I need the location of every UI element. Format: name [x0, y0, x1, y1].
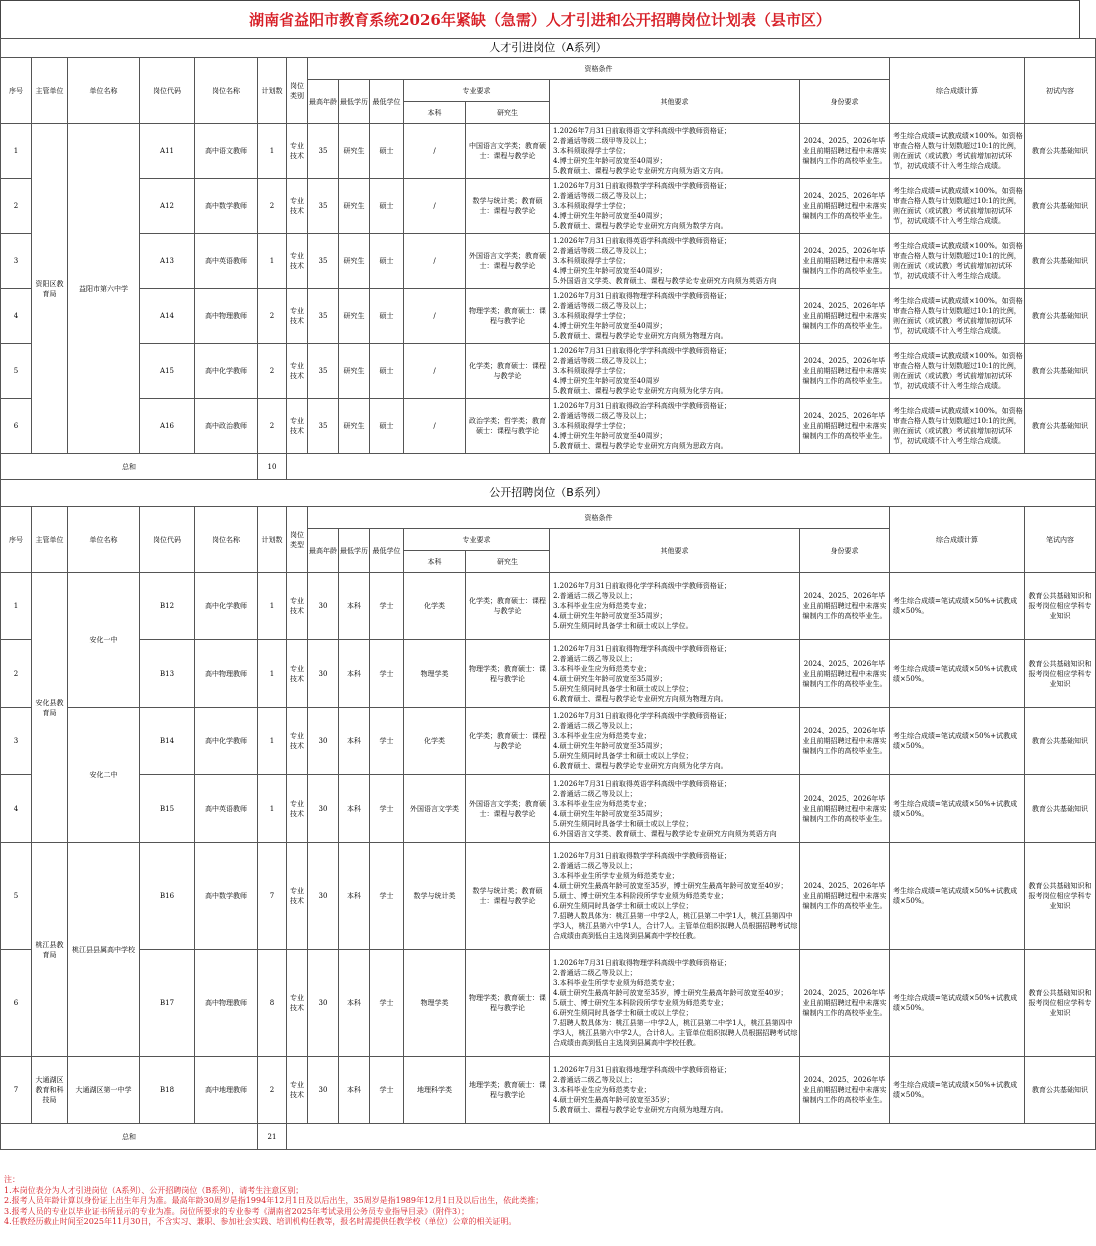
header-other: 其他要求 — [550, 80, 800, 124]
row-max-age: 35 — [308, 399, 339, 454]
row-undergrad-major: 物理学类 — [404, 950, 466, 1057]
row-min-degree: 硕士 — [370, 289, 404, 344]
row-post-name: 高中政治教师 — [195, 399, 258, 454]
row-min-edu: 本科 — [339, 640, 370, 708]
row-max-age: 30 — [308, 950, 339, 1057]
header-identity: 身份要求 — [800, 529, 890, 573]
row-post-name: 高中化学教师 — [195, 573, 258, 640]
dept-cell: 大通湖区教育和科技局 — [32, 1057, 68, 1124]
row-exam-content: 教育公共基础知识和报考岗位相应学科专业知识 — [1025, 573, 1096, 640]
total-label: 总和 — [1, 1124, 258, 1150]
row-exam-content: 教育公共基础知识和报考岗位相应学科专业知识 — [1025, 640, 1096, 708]
header-code: 岗位代码 — [140, 507, 195, 573]
row-post-name: 高中英语教师 — [195, 234, 258, 289]
row-post-code: B13 — [140, 640, 195, 708]
note-line: 1.本岗位表分为人才引进岗位（A系列）、公开招聘岗位（B系列），请考生注意区别； — [4, 1185, 304, 1195]
row-plan-count: 1 — [258, 775, 287, 843]
header-score: 综合成绩计算 — [890, 507, 1025, 573]
row-score-method: 考生综合成绩=笔试成绩×50%+试教成绩×50%。 — [890, 843, 1025, 950]
row-plan-count: 7 — [258, 843, 287, 950]
row-graduate-major: 外国语言文学类；教育硕士：课程与教学论 — [466, 775, 550, 843]
note-line: 注： — [4, 1175, 20, 1184]
row-score-method: 考生综合成绩=笔试成绩×50%+试教成绩×50%。 — [890, 640, 1025, 708]
header-score: 综合成绩计算 — [890, 58, 1025, 124]
row-exam-content: 教育公共基础知识 — [1025, 234, 1096, 289]
row-min-degree: 硕士 — [370, 124, 404, 179]
unit-cell: 安化一中 — [68, 573, 140, 708]
row-post-name: 高中化学教师 — [195, 708, 258, 775]
row-post-name: 高中数学教师 — [195, 843, 258, 950]
row-min-degree: 学士 — [370, 640, 404, 708]
row-seq: 1 — [1, 124, 32, 179]
row-other-requirements: 1.2026年7月31日前取得物理学科高级中学教师资格证； 2.普通话等级二级乙等及以上； 3.本科须取得学士学位； 4.博士研究生年龄可放宽至40周岁； 5.教育硕士、课程与教学论专业研究方向须为物理方向。 — [550, 289, 800, 344]
row-exam-content: 教育公共基础知识 — [1025, 179, 1096, 234]
row-other-requirements: 1.2026年7月31日前取得物理学科高级中学教师资格证； 2.普通话二级乙等及以上； 3.本科毕业生应为师范类专业； 4.硕士研究生年龄可放宽至35周岁； 5.研究生须同时具备学士和硕士或以上学位； 6.教育硕士、课程与教学论专业研究方向须为物理方向。 — [550, 640, 800, 708]
row-min-edu: 研究生 — [339, 124, 370, 179]
unit-cell: 安化二中 — [68, 708, 140, 843]
row-undergrad-major: 化学类 — [404, 573, 466, 640]
row-exam-content: 教育公共基础知识 — [1025, 344, 1096, 399]
row-graduate-major: 化学类；教育硕士：课程与教学论 — [466, 708, 550, 775]
row-plan-count: 2 — [258, 1057, 287, 1124]
header-dept: 主管单位 — [32, 507, 68, 573]
row-undergrad-major: / — [404, 344, 466, 399]
header-graduate: 研究生 — [466, 102, 550, 124]
row-post-code: B15 — [140, 775, 195, 843]
header-count: 计划数 — [258, 507, 287, 573]
header-undergrad: 本科 — [404, 551, 466, 573]
header-qualifications: 资格条件 — [308, 58, 890, 80]
notes — [0, 1175, 1080, 1228]
row-plan-count: 2 — [258, 344, 287, 399]
header-qualifications: 资格条件 — [308, 507, 890, 529]
row-score-method: 考生综合成绩=笔试成绩×50%+试教成绩×50%。 — [890, 950, 1025, 1057]
header-unit: 单位名称 — [68, 58, 140, 124]
row-category: 专业技术 — [287, 708, 308, 775]
dept-cell: 资阳区教育局 — [32, 124, 68, 454]
row-min-degree: 硕士 — [370, 344, 404, 399]
header-degree: 最低学位 — [370, 529, 404, 573]
row-exam-content: 教育公共基础知识和报考岗位相应学科专业知识 — [1025, 843, 1096, 950]
row-seq: 2 — [1, 640, 32, 708]
total-blank — [287, 454, 1096, 480]
row-other-requirements: 1.2026年7月31日前取得数学学科高级中学教师资格证； 2.普通话等级二级乙等及以上； 3.本科须取得学士学位； 4.博士研究生年龄可放宽至40周岁； 5.教育硕士、课程与教学论专业研究方向须为数学方向。 — [550, 179, 800, 234]
row-max-age: 30 — [308, 1057, 339, 1124]
row-identity: 2024、2025、2026年毕业且前期招聘过程中未落实编制内工作的高校毕业生。 — [800, 640, 890, 708]
row-score-method: 考生综合成绩=试教成绩×100%。如资格审查合格人数与计划数超过10:1的比例，则在面试（或试教）考试前增加初试环节，初试成绩不计入考生综合成绩。 — [890, 179, 1025, 234]
recruitment-table — [0, 38, 1096, 1150]
row-graduate-major: 物理学类；教育硕士：课程与教学论 — [466, 640, 550, 708]
row-identity: 2024、2025、2026年毕业且前期招聘过程中未落实编制内工作的高校毕业生。 — [800, 843, 890, 950]
row-post-code: B17 — [140, 950, 195, 1057]
row-score-method: 考生综合成绩=笔试成绩×50%+试教成绩×50%。 — [890, 1057, 1025, 1124]
row-category: 专业技术 — [287, 234, 308, 289]
header-category: 岗位类型 — [287, 507, 308, 573]
row-identity: 2024、2025、2026年毕业且前期招聘过程中未落实编制内工作的高校毕业生。 — [800, 573, 890, 640]
header-code: 岗位代码 — [140, 58, 195, 124]
total-count: 21 — [258, 1124, 287, 1150]
row-max-age: 30 — [308, 573, 339, 640]
row-min-edu: 本科 — [339, 843, 370, 950]
header-count: 计划数 — [258, 58, 287, 124]
row-exam-content: 教育公共基础知识 — [1025, 1057, 1096, 1124]
row-graduate-major: 化学类；教育硕士：课程与教学论 — [466, 573, 550, 640]
row-graduate-major: 数学与统计类；教育硕士：课程与教学论 — [466, 843, 550, 950]
header-other: 其他要求 — [550, 529, 800, 573]
row-plan-count: 1 — [258, 234, 287, 289]
row-exam-content: 教育公共基础知识 — [1025, 289, 1096, 344]
row-undergrad-major: / — [404, 179, 466, 234]
row-max-age: 35 — [308, 344, 339, 399]
row-max-age: 35 — [308, 124, 339, 179]
row-min-degree: 硕士 — [370, 234, 404, 289]
row-seq: 5 — [1, 344, 32, 399]
row-graduate-major: 中国语言文学类；教育硕士：课程与教学论 — [466, 124, 550, 179]
row-undergrad-major: 化学类 — [404, 708, 466, 775]
row-post-code: B18 — [140, 1057, 195, 1124]
row-post-name: 高中语文教师 — [195, 124, 258, 179]
header-exam-content: 笔试内容 — [1025, 507, 1096, 573]
row-min-edu: 本科 — [339, 950, 370, 1057]
row-exam-content: 教育公共基础知识 — [1025, 708, 1096, 775]
row-max-age: 35 — [308, 289, 339, 344]
header-unit: 单位名称 — [68, 507, 140, 573]
row-score-method: 考生综合成绩=试教成绩×100%。如资格审查合格人数与计划数超过10:1的比例，则在面试（或试教）考试前增加初试环节，初试成绩不计入考生综合成绩。 — [890, 234, 1025, 289]
row-graduate-major: 化学类；教育硕士：课程与教学论 — [466, 344, 550, 399]
row-undergrad-major: 地理科学类 — [404, 1057, 466, 1124]
row-identity: 2024、2025、2026年毕业且前期招聘过程中未落实编制内工作的高校毕业生。 — [800, 344, 890, 399]
row-score-method: 考生综合成绩=试教成绩×100%。如资格审查合格人数与计划数超过10:1的比例，则在面试（或试教）考试前增加初试环节，初试成绩不计入考生综合成绩。 — [890, 344, 1025, 399]
row-max-age: 35 — [308, 179, 339, 234]
row-other-requirements: 1.2026年7月31日前取得地理学科高级中学教师资格证； 2.普通话二级乙等及以上； 3.本科毕业生应为师范类专业； 4.硕士研究生最高年龄可放宽至35岁； 5.教育硕士、课程与教学论专业研究方向须为地理方向。 — [550, 1057, 800, 1124]
row-post-code: A16 — [140, 399, 195, 454]
row-min-degree: 学士 — [370, 1057, 404, 1124]
row-max-age: 30 — [308, 708, 339, 775]
row-category: 专业技术 — [287, 950, 308, 1057]
row-max-age: 30 — [308, 640, 339, 708]
row-min-degree: 学士 — [370, 843, 404, 950]
row-identity: 2024、2025、2026年毕业且前期招聘过程中未落实编制内工作的高校毕业生。 — [800, 179, 890, 234]
row-score-method: 考生综合成绩=试教成绩×100%。如资格审查合格人数与计划数超过10:1的比例，则在面试（或试教）考试前增加初试环节，初试成绩不计入考生综合成绩。 — [890, 289, 1025, 344]
row-post-name: 高中化学教师 — [195, 344, 258, 399]
row-identity: 2024、2025、2026年毕业且前期招聘过程中未落实编制内工作的高校毕业生。 — [800, 775, 890, 843]
header-major: 专业要求 — [404, 80, 550, 102]
total-count: 10 — [258, 454, 287, 480]
row-exam-content: 教育公共基础知识和报考岗位相应学科专业知识 — [1025, 950, 1096, 1057]
row-undergrad-major: 外国语言文学类 — [404, 775, 466, 843]
row-other-requirements: 1.2026年7月31日前取得化学学科高级中学教师资格证； 2.普通话二级乙等及以上； 3.本科毕业生应为师范类专业； 4.硕士研究生年龄可放宽至35周岁； 5.研究生须同时具备学士和硕士或以上学位。 — [550, 573, 800, 640]
row-category: 专业技术 — [287, 399, 308, 454]
row-exam-content: 教育公共基础知识 — [1025, 124, 1096, 179]
row-max-age: 30 — [308, 775, 339, 843]
row-identity: 2024、2025、2026年毕业且前期招聘过程中未落实编制内工作的高校毕业生。 — [800, 399, 890, 454]
header-post: 岗位名称 — [195, 58, 258, 124]
note-line: 4.任教经历截止时间至2025年11月30日，不含实习、兼职、参加社会实践、培训机构任教等，报名时需提供任教学校（单位）公章的相关证明。 — [4, 1217, 517, 1226]
row-min-edu: 研究生 — [339, 399, 370, 454]
row-post-code: B16 — [140, 843, 195, 950]
row-post-name: 高中物理教师 — [195, 640, 258, 708]
row-undergrad-major: 物理学类 — [404, 640, 466, 708]
row-seq: 6 — [1, 950, 32, 1057]
row-plan-count: 1 — [258, 573, 287, 640]
row-score-method: 考生综合成绩=试教成绩×100%。如资格审查合格人数与计划数超过10:1的比例，则在面试（或试教）考试前增加初试环节，初试成绩不计入考生综合成绩。 — [890, 399, 1025, 454]
page-title: 湖南省益阳市教育系统2026年紧缺（急需）人才引进和公开招聘岗位计划表（县市区） — [0, 0, 1080, 38]
note-line: 3.报考人员的专业以毕业证书所显示的专业为准。岗位所要求的专业参考《湖南省2025年考试录用公务员专业指导目录》（附件3）； — [4, 1206, 470, 1216]
row-other-requirements: 1.2026年7月31日前取得化学学科高级中学教师资格证； 2.普通话等级二级乙等及以上； 3.本科须取得学士学位； 4.博士研究生年龄可放宽至40周岁 5.教育硕士、课程与教学论专业研究方向须为化学方向。 — [550, 344, 800, 399]
row-category: 专业技术 — [287, 1057, 308, 1124]
row-seq: 6 — [1, 399, 32, 454]
row-identity: 2024、2025、2026年毕业且前期招聘过程中未落实编制内工作的高校毕业生。 — [800, 708, 890, 775]
header-age: 最高年龄 — [308, 80, 339, 124]
total-label: 总和 — [1, 454, 258, 480]
unit-cell: 桃江县县属高中学校 — [68, 843, 140, 1057]
row-post-name: 高中英语教师 — [195, 775, 258, 843]
row-seq: 5 — [1, 843, 32, 950]
section-title-a: 人才引进岗位（A系列） — [1, 39, 1096, 58]
row-undergrad-major: / — [404, 124, 466, 179]
row-other-requirements: 1.2026年7月31日前取得语文学科高级中学教师资格证； 2.普通话等级二级甲等及以上； 3.本科须取得学士学位； 4.博士研究生年龄可放宽至40周岁； 5.教育硕士、课程与教学论专业研究方向须为语文方向。 — [550, 124, 800, 179]
row-post-code: A13 — [140, 234, 195, 289]
unit-cell: 大通湖区第一中学 — [68, 1057, 140, 1124]
row-category: 专业技术 — [287, 843, 308, 950]
row-graduate-major: 外国语言文学类；教育硕士：课程与教学论 — [466, 234, 550, 289]
row-post-code: B12 — [140, 573, 195, 640]
row-exam-content: 教育公共基础知识 — [1025, 399, 1096, 454]
header-major: 专业要求 — [404, 529, 550, 551]
header-post: 岗位名称 — [195, 507, 258, 573]
row-score-method: 考生综合成绩=试教成绩×100%。如资格审查合格人数与计划数超过10:1的比例，则在面试（或试教）考试前增加初试环节，初试成绩不计入考生综合成绩。 — [890, 124, 1025, 179]
row-category: 专业技术 — [287, 775, 308, 843]
row-plan-count: 1 — [258, 640, 287, 708]
row-other-requirements: 1.2026年7月31日前取得政治学科高级中学教师资格证； 2.普通话等级二级乙等及以上； 3.本科须取得学士学位； 4.博士研究生年龄可放宽至40周岁； 5.教育硕士、课程与教学论专业研究方向须为思政方向。 — [550, 399, 800, 454]
row-score-method: 考生综合成绩=笔试成绩×50%+试教成绩×50%。 — [890, 708, 1025, 775]
row-plan-count: 2 — [258, 179, 287, 234]
row-min-degree: 学士 — [370, 950, 404, 1057]
row-post-name: 高中物理教师 — [195, 289, 258, 344]
row-min-edu: 研究生 — [339, 179, 370, 234]
row-min-degree: 学士 — [370, 573, 404, 640]
row-min-edu: 研究生 — [339, 344, 370, 399]
row-score-method: 考生综合成绩=笔试成绩×50%+试教成绩×50%。 — [890, 775, 1025, 843]
row-other-requirements: 1.2026年7月31日前取得英语学科高级中学教师资格证； 2.普通话二级乙等及以上； 3.本科毕业生应为师范类专业； 4.硕士研究生年龄可放宽至35周岁； 5.研究生须同时具备学士和硕士或以上学位； 6.外国语言文学类、教育硕士、课程与教学论专业研究方向须为英语方向 — [550, 775, 800, 843]
dept-cell: 安化县教育局 — [32, 573, 68, 843]
row-identity: 2024、2025、2026年毕业且前期招聘过程中未落实编制内工作的高校毕业生。 — [800, 234, 890, 289]
row-min-edu: 本科 — [339, 1057, 370, 1124]
row-graduate-major: 物理学类；教育硕士：课程与教学论 — [466, 950, 550, 1057]
row-category: 专业技术 — [287, 640, 308, 708]
header-undergrad: 本科 — [404, 102, 466, 124]
row-seq: 3 — [1, 708, 32, 775]
row-other-requirements: 1.2026年7月31日前取得化学学科高级中学教师资格证； 2.普通话二级乙等及以上； 3.本科毕业生应为师范类专业； 4.硕士研究生年龄可放宽至35周岁； 5.研究生须同时具备学士和硕士或以上学位； 6.教育硕士、课程与教学论专业研究方向须为化学方向。 — [550, 708, 800, 775]
row-post-code: A11 — [140, 124, 195, 179]
row-plan-count: 2 — [258, 289, 287, 344]
note-line: 2.报考人员年龄计算以身份证上出生年月为准。最高年龄30周岁是指1994年12月1日及以后出生，35周岁是指1989年12月1日及以后出生，依此类推； — [4, 1196, 544, 1205]
row-identity: 2024、2025、2026年毕业且前期招聘过程中未落实编制内工作的高校毕业生。 — [800, 950, 890, 1057]
row-post-name: 高中物理教师 — [195, 950, 258, 1057]
row-min-edu: 本科 — [339, 708, 370, 775]
row-plan-count: 1 — [258, 124, 287, 179]
row-min-edu: 本科 — [339, 573, 370, 640]
row-other-requirements: 1.2026年7月31日前取得英语学科高级中学教师资格证； 2.普通话等级二级乙等及以上； 3.本科须取得学士学位； 4.博士研究生年龄可放宽至40周岁； 5.外国语言文学类、教育硕士、课程与教学论专业研究方向须为英语方向 — [550, 234, 800, 289]
row-post-code: A15 — [140, 344, 195, 399]
row-category: 专业技术 — [287, 289, 308, 344]
header-category: 岗位类别 — [287, 58, 308, 124]
header-seq: 序号 — [1, 58, 32, 124]
row-exam-content: 教育公共基础知识 — [1025, 775, 1096, 843]
row-category: 专业技术 — [287, 573, 308, 640]
header-edu: 最低学历 — [339, 80, 370, 124]
row-category: 专业技术 — [287, 179, 308, 234]
row-max-age: 30 — [308, 843, 339, 950]
header-dept: 主管单位 — [32, 58, 68, 124]
row-graduate-major: 政治学类；哲学类；教育硕士：课程与教学论 — [466, 399, 550, 454]
row-graduate-major: 地理学类；教育硕士：课程与教学论 — [466, 1057, 550, 1124]
row-undergrad-major: / — [404, 399, 466, 454]
row-seq: 7 — [1, 1057, 32, 1124]
row-graduate-major: 物理学类；教育硕士：课程与教学论 — [466, 289, 550, 344]
row-min-edu: 本科 — [339, 775, 370, 843]
row-category: 专业技术 — [287, 344, 308, 399]
header-graduate: 研究生 — [466, 551, 550, 573]
section-title-b: 公开招聘岗位（B系列） — [1, 480, 1096, 507]
row-min-degree: 硕士 — [370, 179, 404, 234]
row-post-name: 高中数学教师 — [195, 179, 258, 234]
row-min-degree: 学士 — [370, 708, 404, 775]
header-seq: 序号 — [1, 507, 32, 573]
row-other-requirements: 1.2026年7月31日前取得数学学科高级中学教师资格证； 2.普通话二级乙等及以上； 3.本科毕业生所学专业须为师范类专业； 4.硕士研究生最高年龄可放宽至35岁，博士研究生最高年龄可放宽至40岁； 5.硕士、博士研究生本科阶段所学专业须为师范类专业； 6.研究生须同时具备学士和硕士或以上学位； 7.招聘人数具体为：桃江县第一中学2人，桃江县第二中学1人，桃江县第四中学3人，桃江县第六中学1人，合计7人。主管单位组织拟聘人员根据招聘考试综合成绩由高到低自主选岗到县属高中学校任教。 — [550, 843, 800, 950]
row-category: 专业技术 — [287, 124, 308, 179]
row-other-requirements: 1.2026年7月31日前取得物理学科高级中学教师资格证； 2.普通话二级乙等及以上； 3.本科毕业生所学专业须为师范类专业； 4.硕士研究生最高年龄可放宽至35岁，博士研究生最高年龄可放宽至40岁； 5.硕士、博士研究生本科阶段所学专业须为师范类专业； 6.研究生须同时具备学士和硕士或以上学位； 7.招聘人数具体为：桃江县第一中学2人，桃江县第二中学1人，桃江县第四中学3人，桃江县第六中学2人，合计8人。主管单位组织拟聘人员根据招聘考试综合成绩由高到低自主选岗到县属高中学校任教。 — [550, 950, 800, 1057]
row-plan-count: 1 — [258, 708, 287, 775]
dept-cell: 桃江县教育局 — [32, 843, 68, 1057]
row-plan-count: 8 — [258, 950, 287, 1057]
row-undergrad-major: / — [404, 289, 466, 344]
row-post-code: A12 — [140, 179, 195, 234]
row-seq: 4 — [1, 775, 32, 843]
row-post-code: A14 — [140, 289, 195, 344]
header-age: 最高年龄 — [308, 529, 339, 573]
row-min-degree: 硕士 — [370, 399, 404, 454]
row-score-method: 考生综合成绩=笔试成绩×50%+试教成绩×50%。 — [890, 573, 1025, 640]
row-identity: 2024、2025、2026年毕业且前期招聘过程中未落实编制内工作的高校毕业生。 — [800, 124, 890, 179]
total-blank — [287, 1124, 1096, 1150]
row-plan-count: 2 — [258, 399, 287, 454]
row-seq: 4 — [1, 289, 32, 344]
row-identity: 2024、2025、2026年毕业且前期招聘过程中未落实编制内工作的高校毕业生。 — [800, 1057, 890, 1124]
row-identity: 2024、2025、2026年毕业且前期招聘过程中未落实编制内工作的高校毕业生。 — [800, 289, 890, 344]
row-graduate-major: 数学与统计类；教育硕士：课程与教学论 — [466, 179, 550, 234]
row-seq: 3 — [1, 234, 32, 289]
row-undergrad-major: / — [404, 234, 466, 289]
row-post-name: 高中地理教师 — [195, 1057, 258, 1124]
header-exam-content: 初试内容 — [1025, 58, 1096, 124]
row-seq: 1 — [1, 573, 32, 640]
row-seq: 2 — [1, 179, 32, 234]
unit-cell: 益阳市第六中学 — [68, 124, 140, 454]
row-max-age: 35 — [308, 234, 339, 289]
header-identity: 身份要求 — [800, 80, 890, 124]
row-min-edu: 研究生 — [339, 234, 370, 289]
row-min-edu: 研究生 — [339, 289, 370, 344]
header-degree: 最低学位 — [370, 80, 404, 124]
row-min-degree: 学士 — [370, 775, 404, 843]
row-undergrad-major: 数学与统计类 — [404, 843, 466, 950]
row-post-code: B14 — [140, 708, 195, 775]
header-edu: 最低学历 — [339, 529, 370, 573]
